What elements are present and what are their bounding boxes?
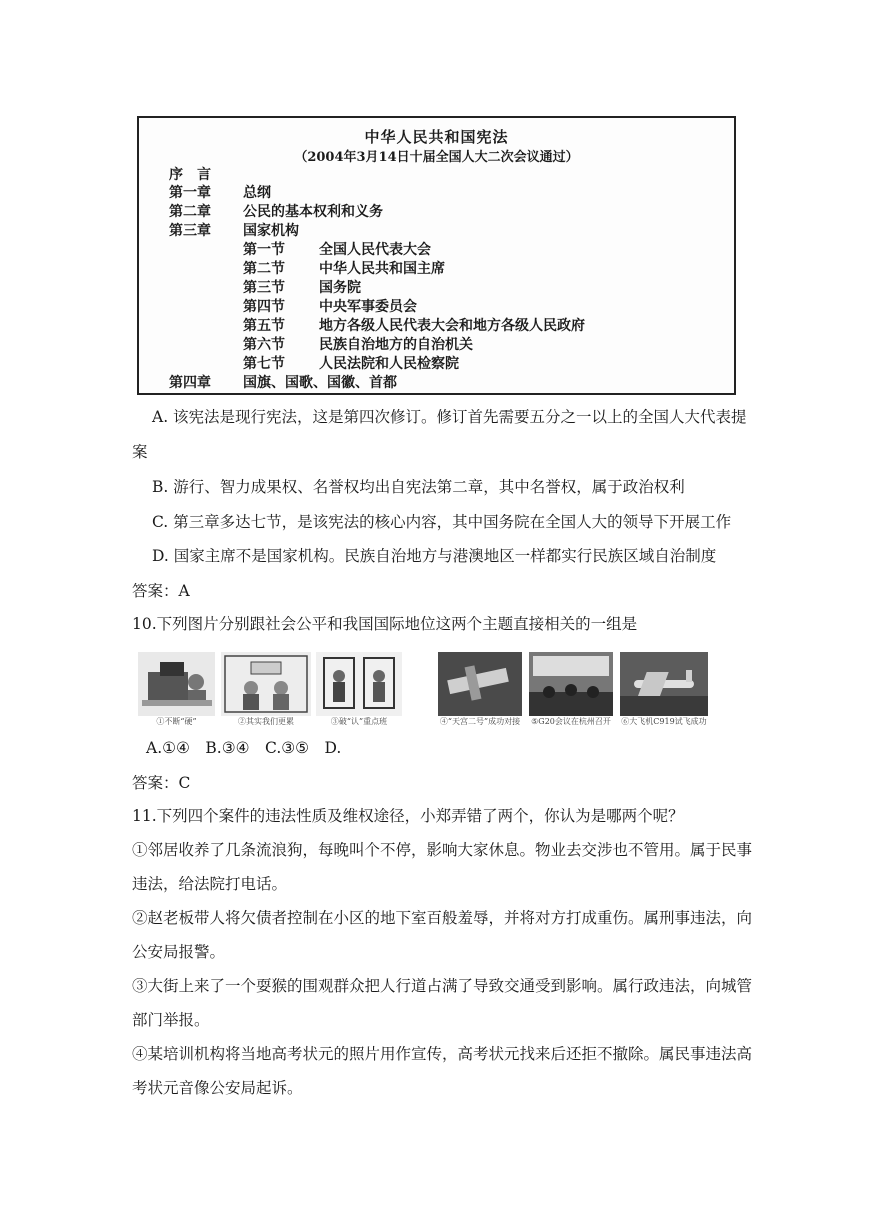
toc-preface: 序 言 (169, 167, 211, 183)
q11-item-1-line2: 违法，给法院打电话。 (132, 875, 288, 893)
picture-1-caption: ①不断“硬” (156, 717, 197, 726)
toc-chapter-1: 第一章 (169, 185, 211, 201)
q11-item-1-line1: ①邻居收养了几条流浪狗，每晚叫个不停，影响大家休息。物业去交涉也不管用。属于民事 (132, 841, 753, 859)
q9-option-b: B. 游行、智力成果权、名誉权均出自宪法第二章，其中名誉权，属于政治权利 (152, 478, 685, 496)
q11-stem: 11.下列四个案件的违法性质及维权途径，小郑弄错了两个，你认为是哪两个呢？ (132, 807, 684, 825)
toc-section-7: 第七节 (243, 356, 285, 372)
q9-option-a-line2: 案 (132, 443, 148, 461)
toc-chapter-4: 第四章 (169, 375, 211, 391)
toc-section-7-name: 人民法院和人民检察院 (319, 356, 459, 372)
q11-item-3-line2: 部门举报。 (132, 1011, 210, 1029)
q9-option-d: D. 国家主席不是国家机构。民族自治地方与港澳地区一样都实行民族区域自治制度 (152, 547, 717, 565)
toc-chapter-2: 第二章 (169, 204, 211, 220)
toc-chapter-1-name: 总纲 (243, 185, 271, 201)
toc-chapter-2-name: 公民的基本权利和义务 (243, 204, 383, 220)
toc-section-6-name: 民族自治地方的自治机关 (319, 337, 473, 353)
q9-option-c: C. 第三章多达七节，是该宪法的核心内容，其中国务院在全国人大的领导下开展工作 (152, 513, 732, 531)
picture-4-photo (438, 652, 522, 716)
q9-option-a-line1: A. 该宪法是现行宪法，这是第四次修订。修订首先需要五分之一以上的全国人大代表提 (152, 408, 747, 426)
q11-item-4-line2: 考状元音像公安局起诉。 (132, 1079, 303, 1097)
picture-2-caption: ②其实我们更累 (238, 717, 294, 726)
toc-section-2: 第二节 (243, 261, 285, 277)
picture-3-caption: ③破“认”重点班 (330, 717, 388, 726)
toc-title: 中华人民共和国宪法 (364, 128, 509, 146)
picture-1-cartoon (138, 652, 215, 716)
toc-chapter-3: 第三章 (169, 223, 211, 239)
toc-section-3: 第三节 (243, 280, 285, 296)
q11-item-2-line1: ②赵老板带人将欠债者控制在小区的地下室百般羞辱，并将对方打成重伤。属刑事违法，向 (132, 909, 753, 927)
picture-4-caption: ④“天宫二号”成功对接 (439, 717, 521, 726)
toc-subtitle: （2004年3月14日十届全国人大二次会议通过） (294, 150, 579, 165)
toc-section-2-name: 中华人民共和国主席 (319, 261, 445, 277)
toc-section-4: 第四节 (243, 299, 285, 315)
q11-item-4-line1: ④某培训机构将当地高考状元的照片用作宣传，高考状元找来后还拒不撤除。属民事违法高 (132, 1045, 753, 1063)
picture-2-cartoon (221, 652, 311, 716)
toc-section-1-name: 全国人民代表大会 (319, 242, 431, 258)
picture-5-photo (529, 652, 613, 716)
q10-options: A.①④ B.③④ C.③⑤ D. (146, 739, 342, 757)
picture-6-caption: ⑥大飞机C919试飞成功 (621, 717, 707, 726)
toc-section-5: 第五节 (243, 318, 285, 334)
toc-section-4-name: 中央军事委员会 (319, 299, 417, 315)
q10-stem: 10.下列图片分别跟社会公平和我国国际地位这两个主题直接相关的一组是 (132, 615, 638, 633)
q11-item-2-line2: 公安局报警。 (132, 943, 226, 961)
toc-section-6: 第六节 (243, 337, 285, 353)
picture-3-cartoon (316, 652, 402, 716)
constitution-toc-figure (137, 116, 736, 395)
toc-section-5-name: 地方各级人民代表大会和地方各级人民政府 (319, 318, 585, 334)
toc-chapter-4-name: 国旗、国歌、国徽、首都 (243, 375, 397, 391)
picture-6-photo (620, 652, 708, 716)
toc-section-3-name: 国务院 (319, 280, 361, 296)
toc-section-1: 第一节 (243, 242, 285, 258)
q10-answer: 答案：C (132, 774, 191, 792)
toc-chapter-3-name: 国家机构 (243, 223, 299, 239)
q9-answer: 答案：A (132, 582, 190, 600)
picture-5-caption: ⑤G20会议在杭州召开 (531, 717, 611, 726)
q11-item-3-line1: ③大街上来了一个耍猴的围观群众把人行道占满了导致交通受到影响。属行政违法，向城管 (132, 977, 753, 995)
